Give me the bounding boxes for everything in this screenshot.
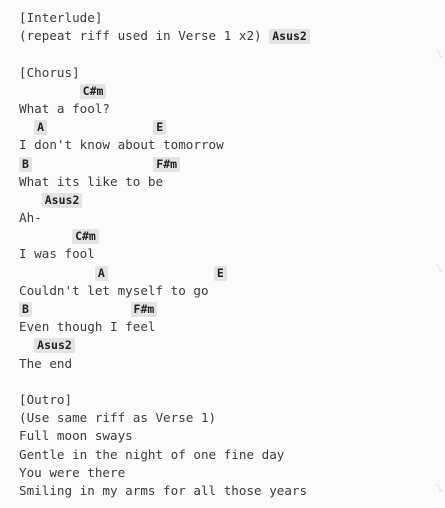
section-heading: [Interlude] xyxy=(19,10,103,25)
chord-line xyxy=(19,336,310,354)
lyric-line: Full moon sways xyxy=(19,428,133,444)
lyric-line: Even though I feel xyxy=(19,319,156,335)
chord-label[interactable]: A xyxy=(95,266,108,281)
blank-line xyxy=(19,373,310,391)
chord-spacing xyxy=(19,228,72,243)
lyric-line-with-chord xyxy=(19,27,310,45)
lyric-line: Couldn't let myself to go xyxy=(19,282,209,298)
watermark: 1 xyxy=(433,261,445,276)
chord-label[interactable]: Asus2 xyxy=(42,193,83,208)
chord-label[interactable]: C#m xyxy=(80,84,107,99)
lyric-line: I don't know about tomorrow xyxy=(19,137,224,153)
chord-label[interactable]: C#m xyxy=(72,229,99,244)
chord-line xyxy=(19,300,310,318)
chord-spacing xyxy=(19,83,80,98)
chord-label[interactable]: F#m xyxy=(131,302,158,317)
chord-label[interactable]: F#m xyxy=(153,157,180,172)
watermark: 1 xyxy=(433,47,445,62)
lyric-line: I was fool xyxy=(19,246,95,262)
chord-sheet xyxy=(19,9,310,500)
chord-label[interactable]: Asus2 xyxy=(269,29,310,44)
chord-spacing xyxy=(108,265,214,280)
chord-spacing xyxy=(32,301,131,316)
lyric-line: The end xyxy=(19,355,73,371)
chord-label[interactable]: E xyxy=(214,266,227,281)
chord-spacing xyxy=(19,265,95,280)
chord-spacing xyxy=(19,337,34,352)
lyric-line: What its like to be xyxy=(19,173,164,189)
watermark: 1 xyxy=(433,481,445,496)
chord-line xyxy=(19,118,310,136)
chord-spacing xyxy=(32,156,153,171)
lyric-line: Smiling in my arms for all those years xyxy=(19,482,308,498)
section-heading: [Outro] xyxy=(19,391,73,407)
lyric-line: (Use same riff as Verse 1) xyxy=(19,410,217,426)
lyric-line: Ah- xyxy=(19,210,42,226)
chord-line xyxy=(19,227,310,245)
lyric-line: Gentle in the night of one fine day xyxy=(19,446,285,462)
chord-line xyxy=(19,191,310,209)
chord-label[interactable]: E xyxy=(153,120,166,135)
lyric-text: (repeat riff used in Verse 1 x2) xyxy=(19,28,270,44)
chord-line xyxy=(19,82,310,100)
chord-spacing xyxy=(19,192,42,207)
chord-line xyxy=(19,264,310,282)
section-heading: [Chorus] xyxy=(19,64,80,80)
chord-label[interactable]: B xyxy=(19,157,32,172)
lyric-line: What a fool? xyxy=(19,100,110,116)
lyric-line: You were there xyxy=(19,464,126,480)
chord-spacing xyxy=(19,119,34,134)
chord-spacing xyxy=(47,119,153,134)
chord-label[interactable]: B xyxy=(19,302,32,317)
chord-label[interactable]: Asus2 xyxy=(34,338,75,353)
chord-line xyxy=(19,155,310,173)
chord-label[interactable]: A xyxy=(34,120,47,135)
blank-line xyxy=(19,45,310,63)
